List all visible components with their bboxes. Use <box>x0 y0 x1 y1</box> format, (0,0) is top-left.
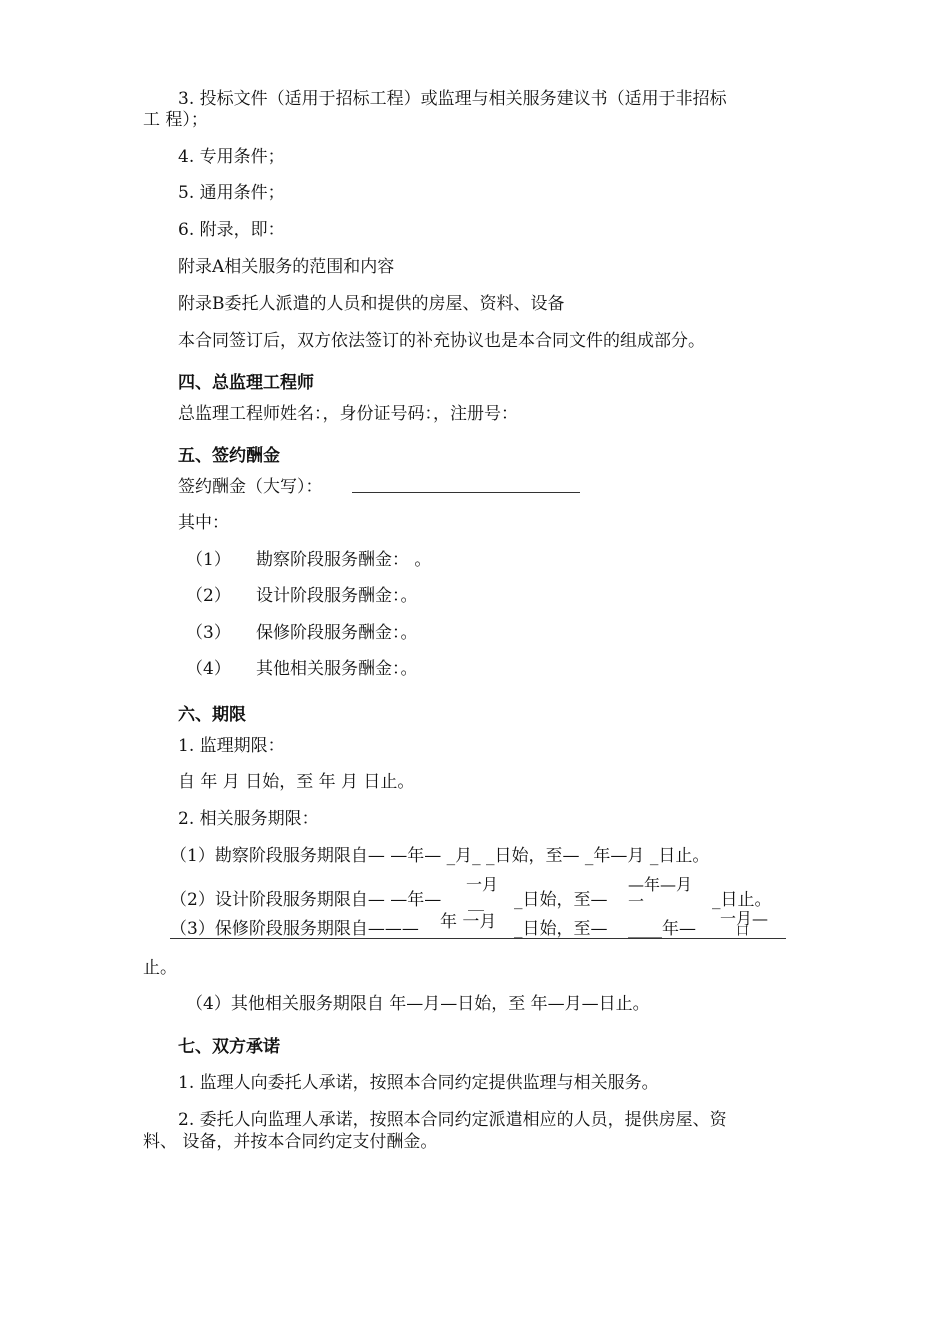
section-4-title: 四、总监理工程师 <box>178 373 314 393</box>
term-4: （4）其他相关服务期限自 年—月—日始，至 年—月—日止。 <box>186 994 650 1014</box>
term-2-upper-year-month: —年—月 <box>628 875 693 894</box>
term-3-middle: _日始，至— <box>514 919 608 939</box>
term-3-year: ____年— <box>628 919 696 939</box>
fee-1-text: 勘察阶段服务酬金： 。 <box>256 550 432 570</box>
section-5-title: 五、签约酬金 <box>178 446 280 466</box>
fee-blank-underline <box>352 492 580 493</box>
term-3-upper-month: 一月— <box>720 909 769 928</box>
section-6-item-1: 1. 监理期限： <box>178 736 285 756</box>
section-6-title: 六、期限 <box>178 705 246 725</box>
section-7-item-1: 1. 监理人向委托人承诺，按照本合同约定提供监理与相关服务。 <box>178 1073 659 1093</box>
term-3-start: （3）保修阶段服务期限自——— <box>170 919 419 939</box>
term-3-year-month: 年 一月 <box>440 912 497 932</box>
appendix-a: 附录A相关服务的范围和内容 <box>178 257 395 277</box>
fee-2-number: （2） <box>186 586 231 606</box>
section-7-title: 七、双方承诺 <box>178 1037 280 1057</box>
term-2-end: _日止。 <box>712 890 772 910</box>
term-2-under-mark-2: 一 <box>628 892 645 911</box>
term-2-start: （2）设计阶段服务期限自— —年— <box>170 890 442 910</box>
fee-2-text: 设计阶段服务酬金：。 <box>256 586 418 606</box>
supplement-paragraph: 本合同签订后，双方依法签订的补充协议也是本合同文件的组成部分。 <box>178 331 705 351</box>
section-6-item-2: 2. 相关服务期限： <box>178 809 319 829</box>
section-7-item-2-line-2: 料、 设备，并按本合同约定支付酬金。 <box>143 1132 438 1152</box>
item-4: 4. 专用条件； <box>178 147 285 167</box>
section-5-body: 签约酬金（大写）： <box>178 477 323 497</box>
term-3-cut-char: 口 <box>736 925 750 937</box>
item-3-line-2: 工 程）； <box>143 110 208 130</box>
item-3-line-1: 3. 投标文件（适用于招标工程）或监理与相关服务建议书（适用于非招标 <box>178 89 727 109</box>
fee-4-text: 其他相关服务酬金：。 <box>256 659 418 679</box>
section-5-among: 其中： <box>178 513 229 533</box>
fee-3-number: （3） <box>186 623 231 643</box>
term-1: （1）勘察阶段服务期限自— —年— _月_ _日始，至— _年—月 _日止。 <box>170 846 710 866</box>
fee-4-number: （4） <box>186 659 231 679</box>
section-4-body: 总监理工程师姓名：，身份证号码：，注册号： <box>178 404 518 424</box>
term-2-under-mark-1: __ <box>468 892 484 911</box>
term-2-middle: _日始，至— <box>514 890 608 910</box>
term-3-underline <box>170 938 786 939</box>
item-6: 6. 附录，即： <box>178 220 285 240</box>
section-7-item-2-line-1: 2. 委托人向监理人承诺，按照本合同约定派遣相应的人员，提供房屋、资 <box>178 1110 727 1130</box>
section-6-period: 自 年 月 日始，至 年 月 日止。 <box>178 772 415 792</box>
appendix-b: 附录B委托人派遣的人员和提供的房屋、资料、设备 <box>178 294 565 314</box>
term-3-end: 止。 <box>143 958 177 978</box>
fee-3-text: 保修阶段服务酬金：。 <box>256 623 418 643</box>
term-2-upper-month: 一月 <box>466 875 499 894</box>
item-5: 5. 通用条件； <box>178 183 285 203</box>
fee-1-number: （1） <box>186 550 231 570</box>
